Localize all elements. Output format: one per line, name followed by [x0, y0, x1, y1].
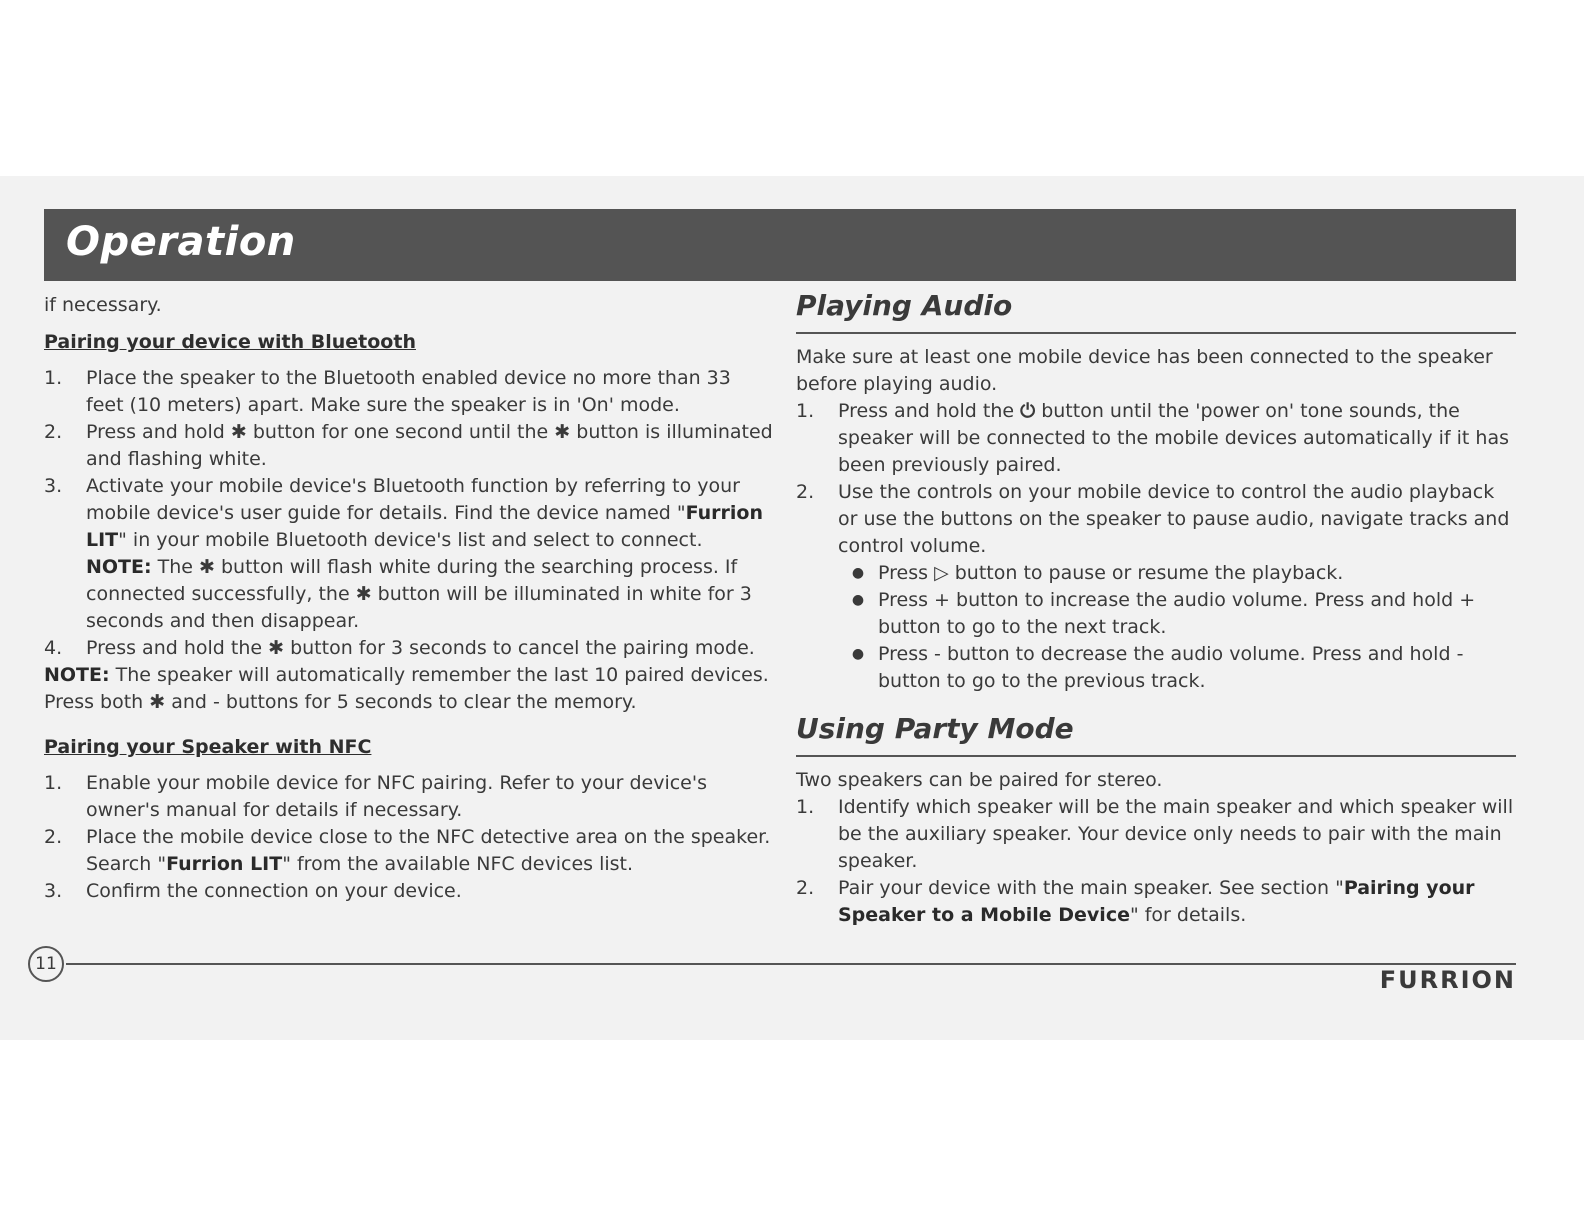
step-number: 4.	[44, 637, 63, 659]
step-number: 1.	[44, 772, 63, 794]
list-item	[838, 587, 1516, 641]
section-reference: Pairing your Speaker to a Mobile Device	[838, 877, 1475, 926]
text-fragment: Activate your mobile device's Bluetooth function by referring to your mobile device's user guide for details. Find the device named "	[86, 475, 740, 524]
list-item	[796, 875, 1516, 929]
footer-divider	[66, 963, 1516, 965]
text-fragment: Press and hold the	[838, 400, 1015, 422]
text-fragment: " in your mobile Bluetooth device's list and select to connect.	[118, 529, 703, 551]
text-fragment: button is illuminated and flashing white.	[86, 421, 773, 470]
section-banner	[44, 209, 1516, 281]
bullet-icon: ●	[851, 646, 865, 662]
step-number: 3.	[44, 880, 63, 902]
playing-intro: Make sure at least one mobile device has been connected to the speaker before playing audio.	[796, 346, 1493, 395]
party-intro: Two speakers can be paired for stereo.	[796, 769, 1163, 791]
step-text	[838, 479, 1516, 695]
step-text: Enable your mobile device for NFC pairing. Refer to your device's owner's manual for details if necessary.	[86, 772, 707, 821]
section-title: Operation	[66, 219, 296, 265]
text-fragment: button will be illuminated in white for 3 seconds and then disappear.	[86, 583, 752, 632]
list-item	[44, 635, 774, 662]
list-item	[44, 473, 774, 635]
bluetooth-icon: ✱	[199, 556, 215, 578]
list-item	[796, 794, 1516, 875]
intro-text: if necessary.	[44, 294, 162, 316]
text-fragment: Place the mobile device close to the NFC detective area on the speaker. Search "	[86, 826, 771, 875]
bullet-text: Press + button to increase the audio volume. Press and hold + button to go to the next track.	[878, 589, 1476, 638]
step-text	[838, 398, 1516, 479]
left-column	[44, 292, 774, 905]
step-text	[838, 875, 1516, 929]
list-item	[796, 398, 1516, 479]
step-text: Identify which speaker will be the main speaker and which speaker will be the auxiliary speaker. Your device only needs to pair with the main speaker.	[838, 796, 1514, 872]
text-fragment: " for details.	[1129, 904, 1247, 926]
right-column	[796, 288, 1516, 929]
text-fragment: Press and hold	[86, 421, 225, 443]
nfc-steps	[44, 770, 774, 905]
bullet-icon: ●	[851, 592, 865, 608]
device-name: Furrion LIT	[166, 853, 283, 875]
list-item	[44, 824, 774, 878]
step-number: 1.	[796, 400, 815, 422]
list-item	[44, 878, 774, 905]
playing-audio-heading: Playing Audio	[796, 288, 1516, 334]
list-item	[838, 641, 1516, 695]
brand-logo: FURRION	[1379, 966, 1516, 994]
text-fragment: Pair your device with the main speaker. See section "	[838, 877, 1344, 899]
step-text: Confirm the connection on your device.	[86, 880, 462, 902]
bluetooth-steps	[44, 365, 774, 662]
step-text	[86, 635, 774, 662]
text-fragment: and - buttons for 5 seconds to clear the memory.	[171, 691, 637, 713]
bullet-text	[878, 560, 1516, 587]
text-fragment: The	[157, 556, 193, 578]
step-number: 1.	[44, 367, 63, 389]
play-icon: ▷	[934, 562, 949, 584]
text-fragment: Press and hold the	[86, 637, 263, 659]
step-text	[86, 473, 774, 635]
text-fragment: button for one second until the	[252, 421, 549, 443]
bullet-text: Press - button to decrease the audio volume. Press and hold - button to go to the previous track.	[878, 643, 1464, 692]
playback-bullets	[838, 560, 1516, 695]
step-number: 2.	[796, 481, 815, 503]
text-fragment: button for 3 seconds to cancel the pairing mode.	[290, 637, 755, 659]
step-number: 2.	[44, 421, 63, 443]
step-number: 2.	[44, 826, 63, 848]
text-fragment: Use the controls on your mobile device to control the audio playback or use the buttons on the speaker to pause audio, navigate tracks and control volume.	[838, 481, 1510, 557]
text-fragment: " from the available NFC devices list.	[282, 853, 634, 875]
list-item	[796, 479, 1516, 695]
bluetooth-icon: ✱	[554, 421, 571, 443]
bluetooth-heading: Pairing your device with Bluetooth	[44, 331, 416, 353]
party-mode-heading: Using Party Mode	[796, 711, 1516, 757]
bluetooth-icon: ✱	[230, 421, 247, 443]
note-label: NOTE:	[86, 556, 152, 578]
step-text: Place the speaker to the Bluetooth enabled device no more than 33 feet (10 meters) apart. Make sure the speaker is in 'On' mode.	[86, 367, 731, 416]
step-number: 1.	[796, 796, 815, 818]
page-number: 11	[28, 946, 64, 982]
party-steps	[796, 794, 1516, 929]
text-fragment: button will flash white during the searching process. If connected successfully, the	[86, 556, 738, 605]
playing-steps	[796, 398, 1516, 695]
text-fragment: button until the 'power on' tone sounds, the speaker will be connected to the mobile devices automatically if it has been previously paired.	[838, 400, 1509, 476]
device-name: Furrion LIT	[86, 502, 764, 551]
bluetooth-note	[44, 662, 774, 716]
bluetooth-icon: ✱	[149, 691, 166, 713]
list-item	[44, 770, 774, 824]
bullet-icon: ●	[851, 565, 865, 581]
note-label: NOTE:	[44, 664, 110, 686]
step-number: 3.	[44, 475, 63, 497]
bluetooth-icon: ✱	[268, 637, 285, 659]
list-item	[838, 560, 1516, 587]
step-text	[86, 419, 774, 473]
list-item	[44, 419, 774, 473]
list-item	[44, 365, 774, 419]
text-fragment: button to pause or resume the playback.	[954, 562, 1344, 584]
nfc-heading: Pairing your Speaker with NFC	[44, 736, 372, 758]
text-fragment: Press	[878, 562, 929, 584]
text-fragment: The speaker will automatically remember the last 10 paired devices. Press both	[44, 664, 769, 713]
step-text	[86, 824, 774, 878]
step-number: 2.	[796, 877, 815, 899]
power-icon: ⏻	[1020, 400, 1036, 422]
bluetooth-icon: ✱	[355, 583, 372, 605]
